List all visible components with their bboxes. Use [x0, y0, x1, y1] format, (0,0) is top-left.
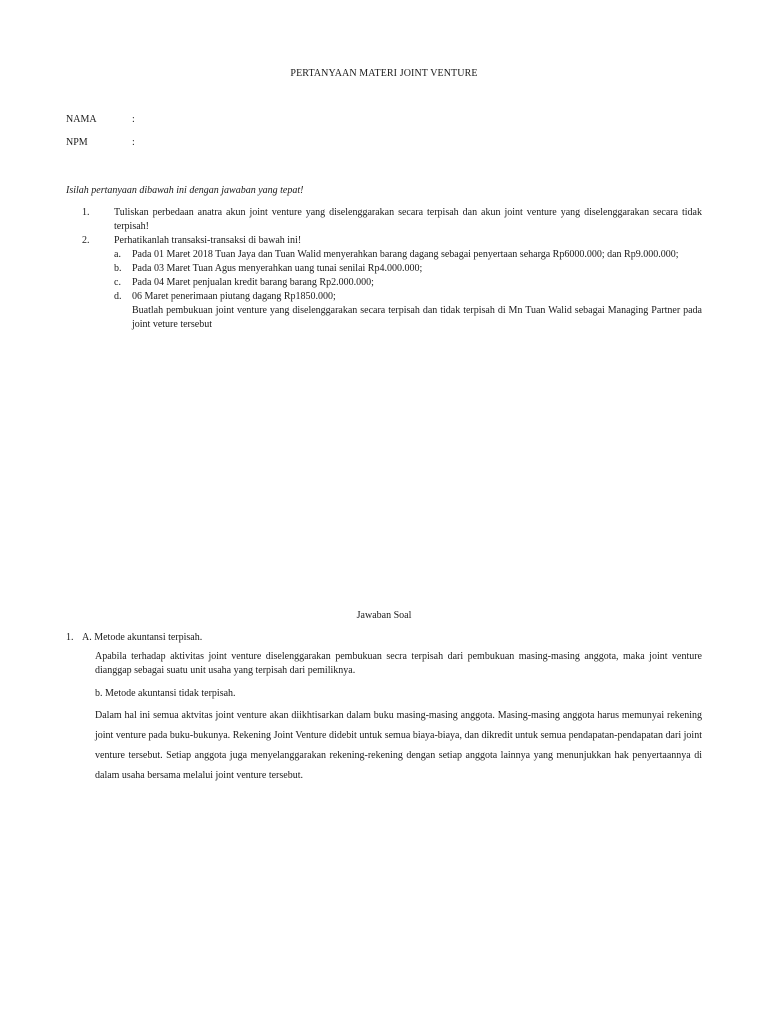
answer-a-heading: A. Metode akuntansi terpisah. — [82, 632, 203, 643]
answer-1-number: 1. — [66, 632, 74, 643]
question-2-closing: Buatlah pembukuan joint venture yang diselenggarakan secara terpisah dan tidak terpisah di Mn Tuan Walid sebagai Managing Partner pada joint veture tersebut — [132, 305, 702, 330]
transaction-letter: d. — [114, 291, 122, 302]
question-list — [66, 206, 702, 332]
transaction-item-b — [114, 262, 702, 276]
transaction-text: 06 Maret penerimaan piutang dagang Rp1850.000; — [132, 291, 336, 302]
transaction-text: Pada 04 Maret penjualan kredit barang barang Rp2.000.000; — [132, 277, 374, 288]
transaction-letter: b. — [114, 263, 122, 274]
transaction-list — [114, 248, 702, 304]
question-2 — [66, 234, 702, 332]
name-field — [66, 113, 135, 127]
answer-b-text: Dalam hal ini semua aktvitas joint venture akan diikhtisarkan dalam buku masing-masing anggota. Masing-masing anggota harus memunyai rekening joint venture pada buku-bukunya. Rekening Joint Venture didebit untuk semua biaya-biaya, dan dikredit untuk semua pendapatan-pendapatan dari joint venture tersebut. Setiap anggota juga menyelanggarakan rekening-rekening dengan setiap anggota lainnya yang menunjukkan hak penyertaannya di dalam usaha bersama melalui joint venture tersebut. — [95, 710, 702, 781]
question-2-number: 2. — [82, 235, 90, 246]
question-1-number: 1. — [82, 207, 90, 218]
answer-a-text: Apabila terhadap aktivitas joint venture diselenggarakan pembukuan secra terpisah dari pembukuan masing-masing anggota, maka joint venture dianggap sebagai suatu unit usaha yang terpisah dari pemiliknya. — [95, 651, 702, 676]
npm-colon: : — [132, 137, 135, 148]
transaction-item-d — [114, 290, 702, 304]
transaction-letter: c. — [114, 277, 121, 288]
question-2-text: Perhatikanlah transaksi-transaksi di bawah ini! — [114, 235, 302, 246]
transaction-item-a — [114, 248, 702, 262]
transaction-text: Pada 01 Maret 2018 Tuan Jaya dan Tuan Walid menyerahkan barang dagang sebagai penyertaan seharga Rp6000.000; dan Rp9.000.000; — [132, 249, 679, 260]
transaction-letter: a. — [114, 249, 121, 260]
question-1-text: Tuliskan perbedaan anatra akun joint venture yang diselenggarakan secara terpisah dan akun joint venture yang diselenggarakan secara tidak terpisah! — [114, 207, 702, 232]
answers-title: Jawaban Soal — [356, 610, 412, 621]
name-colon: : — [132, 114, 135, 125]
transaction-item-c — [114, 276, 702, 290]
name-label: NAMA — [66, 114, 97, 125]
transaction-text: Pada 03 Maret Tuan Agus menyerahkan uang tunai senilai Rp4.000.000; — [132, 263, 423, 274]
answers-section — [66, 631, 702, 786]
npm-label: NPM — [66, 137, 88, 148]
npm-field — [66, 136, 135, 150]
question-1 — [66, 206, 702, 234]
instruction-text: Isilah pertanyaan dibawah ini dengan jawaban yang tepat! — [66, 185, 304, 196]
document-title: PERTANYAAN MATERI JOINT VENTURE — [290, 68, 478, 79]
answer-1-heading — [66, 631, 702, 645]
answer-b-heading: b. Metode akuntansi tidak terpisah. — [95, 688, 236, 699]
